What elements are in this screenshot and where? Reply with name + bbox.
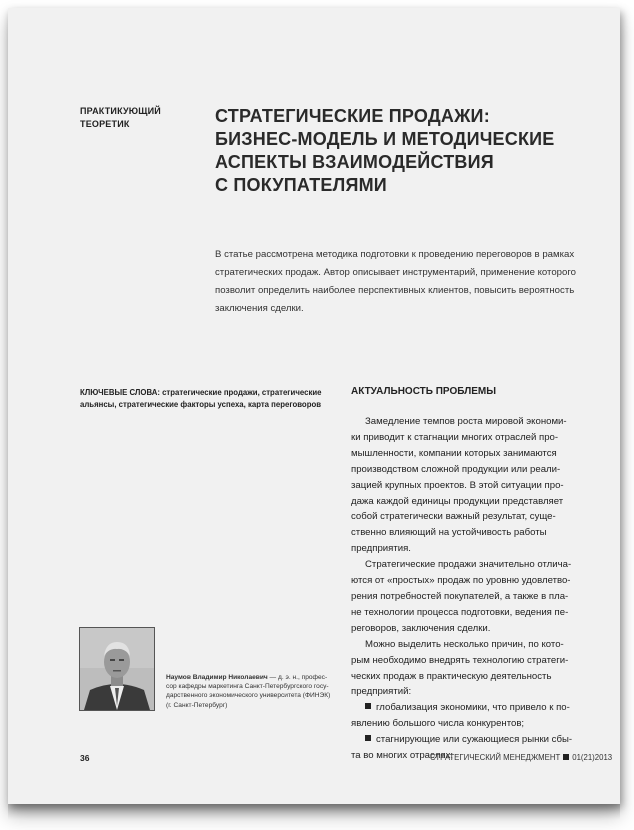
abstract-line: заключения сделки. [215,303,304,314]
body-line [351,462,611,478]
body-line-text: Можно выделить несколько причин, по кото- [365,638,564,650]
journal-issue: 01(21)2013 [572,753,613,762]
body-line [351,541,611,557]
keywords-line: КЛЮЧЕВЫЕ СЛОВА: стратегические продажи, стратегические [80,388,322,397]
body-line-text: та во многих отраслях; [351,750,454,762]
body-line-text: рым необходимо внедрять технологию стратеги- [351,654,569,666]
author-line: (г. Санкт-Петербург) [166,701,228,709]
body-line [351,478,611,494]
body-line-text: явлению большого числа конкурентов; [351,718,525,730]
body-line-text: ются от «простых» продаж по уровню удовлетво- [351,575,571,587]
article-body [351,414,611,764]
abstract-line: позволит определить наиболее перспективных клиентов, повысить вероятность [215,285,575,296]
body-line [351,653,611,669]
body-line [351,589,611,605]
body-line [351,414,611,430]
body-line-text: рения потребностей покупателей, а также в пла- [351,590,569,602]
body-line-text: глобализация экономики, что привело к по- [376,702,570,714]
body-line [351,557,611,573]
body-line-text: зацией крупных проектов. В этой ситуации про- [351,479,564,491]
bullet-square-icon [365,735,371,741]
body-line [351,509,611,525]
body-line [351,637,611,653]
title-line: СТРАТЕГИЧЕСКИЕ ПРОДАЖИ: [215,106,490,126]
body-line-text: предприятия. [351,543,411,555]
body-line-text: ческих продаж в практическую деятельность [351,670,552,682]
body-line [351,716,611,732]
author-photo [79,627,155,711]
bullet-square-icon [365,703,371,709]
section-heading: АКТУАЛЬНОСТЬ ПРОБЛЕМЫ [351,386,496,397]
body-line-text: предприятий: [351,686,412,698]
author-line: — д. э. н., профес- [267,674,328,681]
abstract-line: В статье рассмотрена методика подготовки к проведению переговоров в рамках [215,249,575,260]
bullet-line [351,700,611,716]
page-number: 36 [80,753,90,763]
journal-name: СТРАТЕГИЧЕСКИЙ МЕНЕДЖМЕНТ [430,753,561,762]
body-line-text: не технологии процесса подготовки, ведения пе- [351,606,569,618]
author-line: сор кафедры маркетинга Санкт-Петербургского госу- [166,683,329,691]
keywords [80,387,335,411]
body-line-text: мышленности, компании которых занимаются [351,447,557,459]
keywords-line: альянсы, стратегические факторы успеха, карта переговоров [80,400,322,409]
section-label-line: ПРАКТИКУЮЩИЙ [80,106,161,116]
author-info [166,673,336,710]
abstract [215,246,600,318]
body-line [351,684,611,700]
article-title [215,105,595,197]
body-line [351,525,611,541]
body-line [351,605,611,621]
title-line: БИЗНЕС-МОДЕЛЬ И МЕТОДИЧЕСКИЕ [215,129,555,149]
title-line: С ПОКУПАТЕЛЯМИ [215,175,387,195]
abstract-line: стратегических продаж. Автор описывает инструментарий, применение которого [215,267,576,278]
bullet-line [351,732,611,748]
body-line [351,621,611,637]
body-line-text: дажа каждой единицы продукции представляет [351,495,564,507]
body-line-text: ственно влияющий на устойчивость работы [351,527,547,539]
section-label [80,105,161,131]
body-line [351,573,611,589]
body-line [351,494,611,510]
title-line: АСПЕКТЫ ВЗАИМОДЕЙСТВИЯ [215,152,494,172]
body-line [351,430,611,446]
body-line-text: собой стратегически важный результат, суще- [351,511,556,523]
square-separator-icon [563,754,569,760]
body-line [351,669,611,685]
body-line-text: Стратегические продажи значительно отлича- [365,559,572,571]
body-line [351,446,611,462]
body-line-text: ки приводит к стагнации многих отраслей про- [351,431,559,443]
journal-page [8,8,620,804]
body-line-text: стагнирующие или сужающиеся рынки сбы- [376,734,573,746]
section-label-line: ТЕОРЕТИК [80,119,130,129]
body-line-text: реговоров, заключения сделки. [351,622,491,634]
body-line-text: производством сложной продукции или реали- [351,463,561,475]
journal-footer [430,753,612,762]
body-line-text: Замедление темпов роста мировой экономи- [365,416,567,427]
author-line: дарственного экономического университета (ФИНЭК) [166,692,331,700]
author-name: Наумов Владимир Николаевич [166,674,268,681]
